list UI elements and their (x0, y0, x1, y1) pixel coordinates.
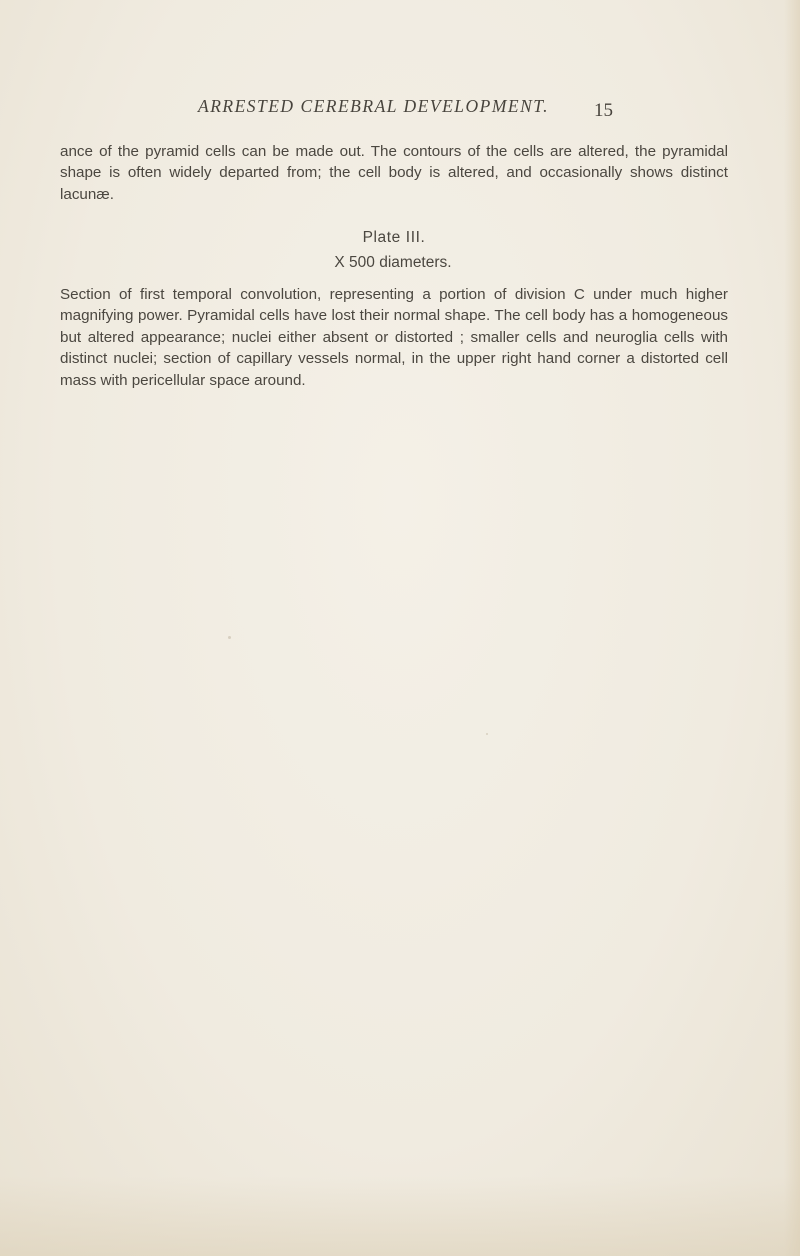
plate-heading: Plate III. (362, 229, 426, 246)
page-number: 15 (594, 100, 613, 121)
page-bottom-shading (0, 1176, 800, 1256)
body-paragraph-continued: ance of the pyramid cells can be made out. The contours of the cells are altered, the pyramidal shape is often widely departed from; the cell body is altered, and occasionally shows distinct lacunæ. (60, 143, 728, 203)
paper-speck (228, 636, 231, 639)
running-head: ARRESTED CEREBRAL DEVELOPMENT. (198, 96, 550, 116)
plate-description-paragraph: Section of first temporal convolution, representing a portion of division C under much higher magnifying power. Pyramidal cells have lost their normal shape. The cell body has a homogeneous but altered appearance; nuclei either absent or distorted ; smaller cells and neuroglia cells with distinct nuclei; section of capillary vessels normal, in the upper right hand corner a distorted cell mass with pericellular space around. (60, 286, 728, 389)
paper-speck (486, 733, 488, 735)
page-edge-shading (784, 0, 800, 1256)
plate-magnification: X 500 diameters. (334, 254, 452, 271)
